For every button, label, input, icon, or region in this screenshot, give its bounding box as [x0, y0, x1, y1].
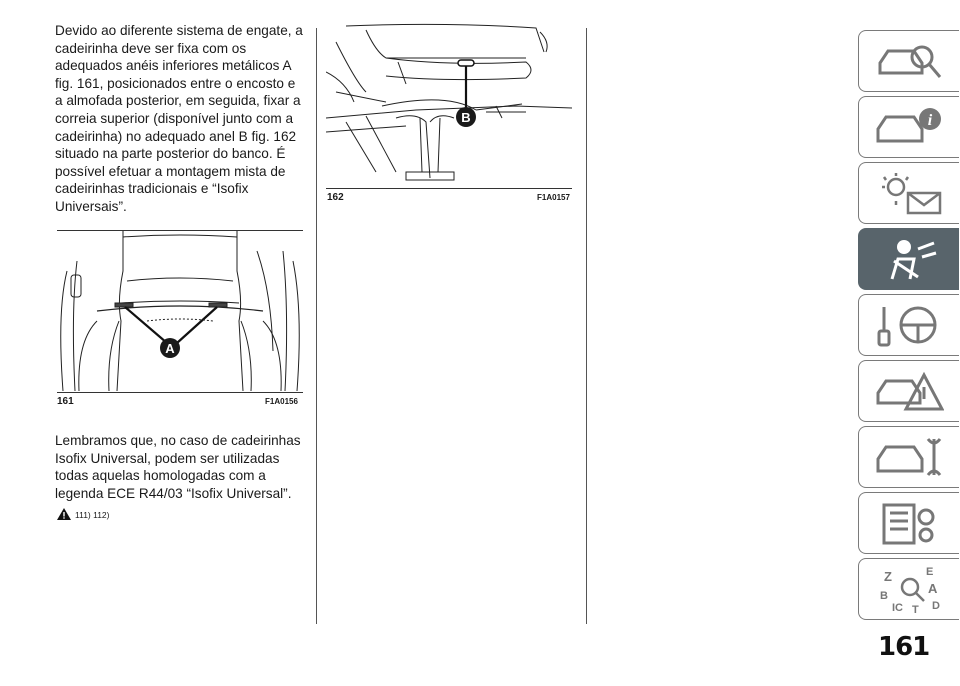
figure-161-code: F1A0156: [265, 397, 298, 406]
seatbelt-airbag-icon: [874, 237, 944, 281]
svg-text:E: E: [926, 566, 934, 578]
body-text-isofix-universal: [55, 432, 305, 502]
checklist-gear-icon: [874, 501, 944, 545]
tab-car-warning[interactable]: [858, 360, 959, 422]
warning-triangle-icon: [57, 508, 71, 520]
tab-safety-active[interactable]: [858, 228, 959, 290]
figure-162-image: [326, 22, 572, 188]
svg-text:B: B: [880, 590, 888, 602]
paragraph-isofix-mounting: Devido ao diferente sistema de engate, a cadeirinha deve ser fixa com os adequados anéis inferiores metálicos A fig. 161, posicionados entre o encosto e a almofada posterior, em seguida, fixar a correia superior (disponível junto com a cadeirinha) no adequado anel B fig. 162 situado na parte posterior do banco. É possível efetuar a montagem mista de cadeirinhas tradicionais e “Isofix Universais”.: [55, 23, 303, 214]
svg-text:i: i: [927, 112, 933, 129]
column-divider-1: [316, 28, 317, 624]
page-number: 161: [878, 632, 930, 662]
body-text-column: [55, 22, 305, 216]
svg-text:Z: Z: [884, 569, 892, 584]
figure-161-bottom-rule: [57, 392, 303, 393]
tab-index[interactable]: [858, 558, 959, 620]
callout-a-label: A: [165, 341, 175, 356]
tab-car-maintenance[interactable]: [858, 426, 959, 488]
warning-references: [57, 508, 110, 520]
figure-162-code: F1A0157: [537, 193, 570, 202]
paragraph-isofix-universal: Lembramos que, no caso de cadeirinhas Isofix Universal, podem ser utilizadas todas aquelas homologadas com a legenda ECE R44/03 “Isofix Universal”.: [55, 433, 301, 501]
tab-lights-message[interactable]: [858, 162, 959, 224]
car-warning-triangle-icon: [874, 369, 944, 413]
key-steering-icon: [874, 303, 944, 347]
warning-ref-numbers: 111) 112): [75, 510, 110, 520]
svg-text:D: D: [932, 600, 940, 612]
svg-text:A: A: [928, 581, 938, 596]
car-info-icon: [874, 105, 944, 149]
car-search-icon: [874, 39, 944, 83]
car-wrench-icon: [874, 435, 944, 479]
column-divider-2: [586, 28, 587, 624]
callout-b-label: B: [461, 110, 471, 125]
tab-car-info[interactable]: [858, 96, 959, 158]
tab-technical-data[interactable]: [858, 492, 959, 554]
figure-162-number: 162: [327, 192, 344, 203]
svg-text:T: T: [912, 604, 919, 615]
figure-161-number: 161: [57, 396, 74, 407]
tab-car-search[interactable]: [858, 30, 959, 92]
figure-162-bottom-rule: [326, 188, 572, 189]
lights-message-icon: [874, 171, 944, 215]
figure-161-image: [57, 231, 303, 391]
svg-text:IC: IC: [892, 602, 903, 614]
tab-key-steering[interactable]: [858, 294, 959, 356]
alphabet-index-icon: [874, 563, 944, 615]
